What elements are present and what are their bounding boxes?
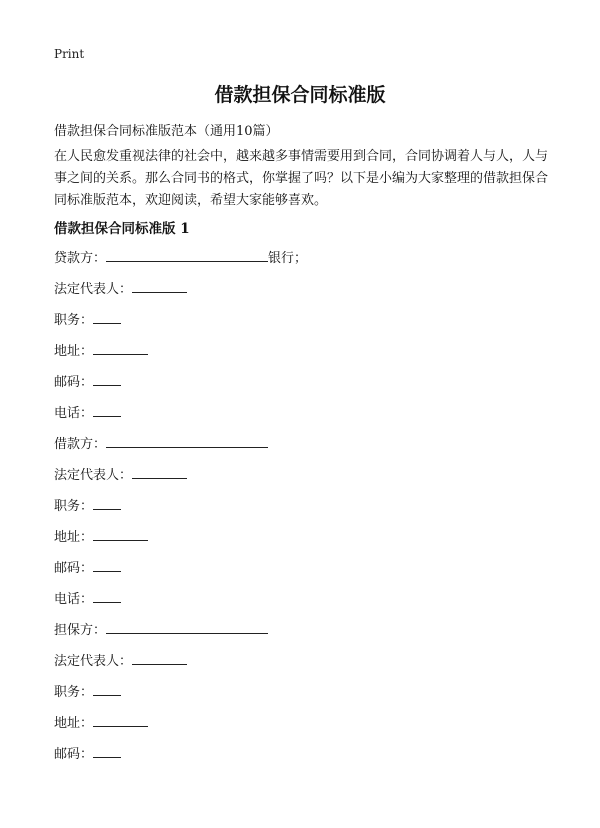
form-row-address	[54, 526, 548, 557]
form-row-postcode	[54, 371, 548, 402]
form-suffix: 银行；	[268, 251, 308, 266]
form-row-phone	[54, 588, 548, 619]
fill-blank	[93, 526, 148, 541]
form-row-postcode	[54, 743, 548, 774]
form-row-legal-rep	[54, 650, 548, 681]
form-label: 电话：	[54, 406, 94, 421]
document-title: 借款担保合同标准版	[214, 84, 386, 106]
form-label: 职务：	[54, 685, 94, 700]
fill-blank	[93, 681, 121, 696]
form-row-phone	[54, 402, 548, 433]
form-row-position	[54, 495, 548, 526]
fill-blank	[93, 495, 121, 510]
form-row-legal-rep	[54, 278, 548, 309]
form-label: 地址：	[54, 716, 94, 731]
form-label: 邮码：	[54, 747, 94, 762]
fill-blank	[132, 464, 187, 479]
contract-form-lines	[54, 247, 548, 774]
fill-blank	[93, 557, 121, 572]
form-row-borrower	[54, 433, 548, 464]
form-label: 法定代表人：	[54, 282, 133, 297]
form-label: 职务：	[54, 313, 94, 328]
fill-blank	[93, 371, 121, 386]
form-label: 法定代表人：	[54, 468, 133, 483]
section-heading: 借款担保合同标准版 1	[54, 221, 190, 237]
form-row-position	[54, 681, 548, 712]
fill-blank	[132, 278, 187, 293]
fill-blank	[106, 433, 268, 448]
form-row-address	[54, 712, 548, 743]
form-label: 邮码：	[54, 561, 94, 576]
form-row-legal-rep	[54, 464, 548, 495]
form-label: 电话：	[54, 592, 94, 607]
fill-blank	[106, 247, 268, 262]
document-subtitle: 借款担保合同标准版范本（通用10篇）	[54, 124, 279, 139]
form-label: 职务：	[54, 499, 94, 514]
form-label: 借款方：	[54, 437, 107, 452]
fill-blank	[93, 340, 148, 355]
form-row-guarantor	[54, 619, 548, 650]
form-row-address	[54, 340, 548, 371]
form-row-postcode	[54, 557, 548, 588]
form-label: 地址：	[54, 344, 94, 359]
fill-blank	[132, 650, 187, 665]
fill-blank	[93, 309, 121, 324]
form-row-position	[54, 309, 548, 340]
fill-blank	[93, 743, 121, 758]
form-label: 贷款方：	[54, 251, 107, 266]
fill-blank	[93, 588, 121, 603]
form-row-lender	[54, 247, 548, 278]
print-link[interactable]: Print	[54, 47, 85, 61]
fill-blank	[93, 402, 121, 417]
form-label: 地址：	[54, 530, 94, 545]
fill-blank	[93, 712, 148, 727]
form-label: 法定代表人：	[54, 654, 133, 669]
intro-paragraph: 在人民愈发重视法律的社会中，越来越多事情需要用到合同，合同协调着人与人，人与事之间的关系。那么合同书的格式，你掌握了吗？以下是小编为大家整理的借款担保合同标准版范本，欢迎阅读，希望大家能够喜欢。	[54, 149, 549, 208]
fill-blank	[106, 619, 268, 634]
form-label: 邮码：	[54, 375, 94, 390]
form-label: 担保方：	[54, 623, 107, 638]
